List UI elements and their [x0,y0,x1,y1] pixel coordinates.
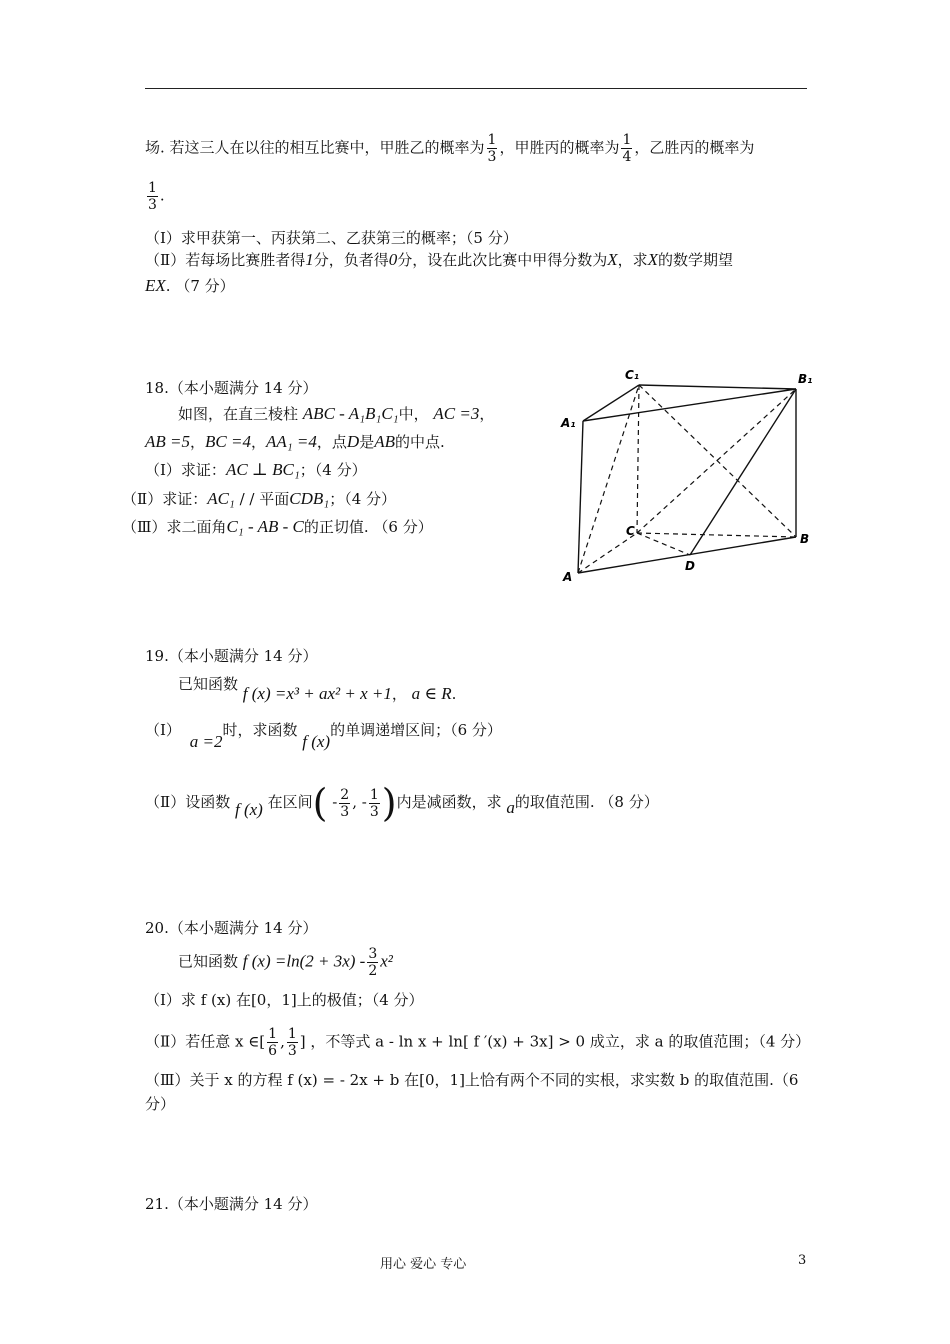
p19-text: ， [391,685,407,703]
math: AC =3 [433,404,480,423]
p18-text: ， [479,405,495,423]
edge-CB-hidden [637,533,796,537]
paren-right: ) [381,781,397,825]
edge-CC1-hidden [637,385,639,533]
fraction: $\frac{2}{3}$ [340,786,350,820]
p18-line1 [178,404,494,424]
page-number: 3 [798,1253,807,1268]
p18-text: ，点 [316,433,347,451]
p18-text: 如图，在直三棱柱 [178,405,299,423]
p18-text: （Ⅲ）求二面角 [122,518,227,536]
p18-text: 是 [359,433,375,451]
p19-text: . [451,685,457,703]
p18-q2 [122,489,396,509]
p19-q2: （Ⅱ）设函数 f (x) 在区间( - $\frac{2}{3}$ , - $\frac{1}{3}$ )内是减函数，求 a的取值范围. （8 分） [145,781,659,825]
p17-q2-line2 [145,276,235,296]
p18-text: 的正切值. （6 分） [303,518,433,536]
p18-text: 的中点. [394,433,445,451]
label-C1: C₁ [625,368,640,382]
p19-text: 的取值范围. （8 分） [514,793,659,811]
p17-q2-line1 [145,250,733,270]
edge-AC-hidden [578,533,637,573]
p20-text: ] ，不等式 a - ln x + ln[ f ′(x) + 3x] > 0 成立，求 a 的取值范围；（4 分） [299,1032,811,1051]
p20-given [178,946,393,979]
p18-text: （Ⅰ）求证： [145,461,226,479]
math: ABC - A₁B₁C₁ [302,404,399,423]
label-C: C [626,524,635,538]
math: AA₁ =4 [265,432,317,451]
p18-text: （Ⅱ）求证： [122,490,208,508]
p17-q1: （Ⅰ）求甲获第一、丙获第二、乙获第三的概率；（5 分） [145,229,518,247]
math: X [647,250,659,269]
fraction: $\frac{1}{3}$ [287,1026,297,1059]
p20-header: 20.（本小题满分 14 分） [145,919,318,937]
math: EX [145,276,166,295]
p18-text: / / 平面 [234,490,290,508]
math: a =2 [189,732,223,751]
p17-text: . （7 分） [165,277,235,295]
edge-A1B1 [583,389,796,421]
p20-text: （Ⅱ）若任意 x ∈[ [145,1032,266,1051]
prism-figure [555,365,825,590]
p18-header: 18.（本小题满分 14 分） [145,379,318,397]
edge-CB1-hidden [637,389,796,533]
edge-DB1 [690,389,796,555]
edge-C1B1 [639,385,796,389]
math: a [506,798,515,817]
p17-text: . [159,186,165,205]
p19-text: 时，求函数 [222,721,298,739]
label-B1: B₁ [798,372,813,386]
p20-q1: （Ⅰ）求 f (x) 在[0，1]上的极值；（4 分） [145,991,424,1009]
fraction: $\frac{1}{6}$ [268,1026,278,1059]
paren-left: ( [312,781,328,825]
p17-text: ，乙胜丙的概率为 [634,138,755,157]
math: 0 [388,250,398,269]
label-D: D [685,559,695,573]
math: f (x) [302,732,331,751]
math: f (x) [234,800,263,819]
math: x² [380,951,393,971]
p20-q2: （Ⅱ）若任意 x ∈[ $\frac{1}{6}$ , $\frac{1}{3}$ ] ，不等式 a - ln x + ln[ f ′(x) + 3x] > 0 成立，求 a 的取值范围；（4 分） [145,1026,811,1059]
p17-text: （Ⅱ）若每场比赛胜者得 [145,251,306,269]
p17-text: ，甲胜丙的概率为 [499,138,620,157]
math: X [607,250,618,269]
edge-AC1-hidden [578,385,639,573]
p17-text: ，求 [617,251,648,269]
p17-line2 [145,180,165,213]
p18-line2 [145,432,445,452]
fraction: $\frac{3}{2}$ [368,946,378,979]
math: 1 [305,250,314,269]
p17-text: 场. 若这三人在以往的相互比赛中，甲胜乙的概率为 [145,138,485,157]
math: BC =4 [205,432,251,451]
p17-text: 分，设在此次比赛中甲得分数为 [397,251,608,269]
p20-q3-line2: 分） [145,1095,176,1113]
edge-CD-hidden [637,533,690,555]
math: C₁ - AB - C [226,517,304,536]
math: D [346,432,360,451]
p21-header: 21.（本小题满分 14 分） [145,1195,318,1213]
fraction: $\frac{1}{3}$ [369,786,379,820]
fraction: $\frac{1}{4}$ [622,132,632,165]
edge-A1C1 [583,385,639,421]
p20-text: 已知函数 [178,952,239,971]
edge-AA1 [578,421,583,573]
p17-text: 分，负者得 [313,251,389,269]
p18-text: ；（4 分） [299,461,367,479]
p19-q1 [145,720,502,751]
p20-q3-line1: （Ⅲ）关于 x 的方程 f (x) = - 2x + b 在[0，1]上恰有两个不同的实根，求实数 b 的取值范围.（6 [145,1071,799,1089]
header-rule [145,88,807,89]
fraction: $\frac{1}{3}$ [148,180,157,213]
p18-text: ；（4 分） [329,490,396,508]
p18-text: 中， [398,405,429,423]
p19-text: 内是减函数，求 [396,793,502,811]
math: AB =5 [145,432,190,451]
p18-text: ， [250,433,266,451]
math: f (x) =ln(2 + 3x) - [242,951,366,971]
math: f (x) =x³ + ax² + x +1 [242,684,392,703]
math: a ∈ R [411,684,452,703]
p19-given [178,674,457,703]
edge-C1B-hidden [639,385,796,537]
p17-text: 的数学期望 [658,251,734,269]
p18-text: ， [190,433,206,451]
p19-text: 在区间 [267,793,313,811]
fraction: $\frac{1}{3}$ [487,132,497,165]
label-A: A [563,570,573,584]
p19-header: 19.（本小题满分 14 分） [145,647,318,665]
p19-text: 已知函数 [178,675,239,693]
math: AB [374,432,395,451]
math: AC ⊥ BC₁ [225,460,300,479]
label-A1: A₁ [561,416,576,430]
p19-text: （Ⅱ）设函数 [145,793,231,811]
p19-text: 的单调递增区间；（6 分） [330,721,502,739]
math: CDB₁ [289,489,330,508]
p18-q1 [145,460,367,480]
math: AC₁ [207,489,235,508]
p17-line1 [145,132,754,165]
page-footer: 用心 爱心 专心 [380,1257,467,1272]
p19-text: （Ⅰ） [145,721,181,739]
label-B: B [800,532,810,546]
p18-q3 [122,517,433,537]
